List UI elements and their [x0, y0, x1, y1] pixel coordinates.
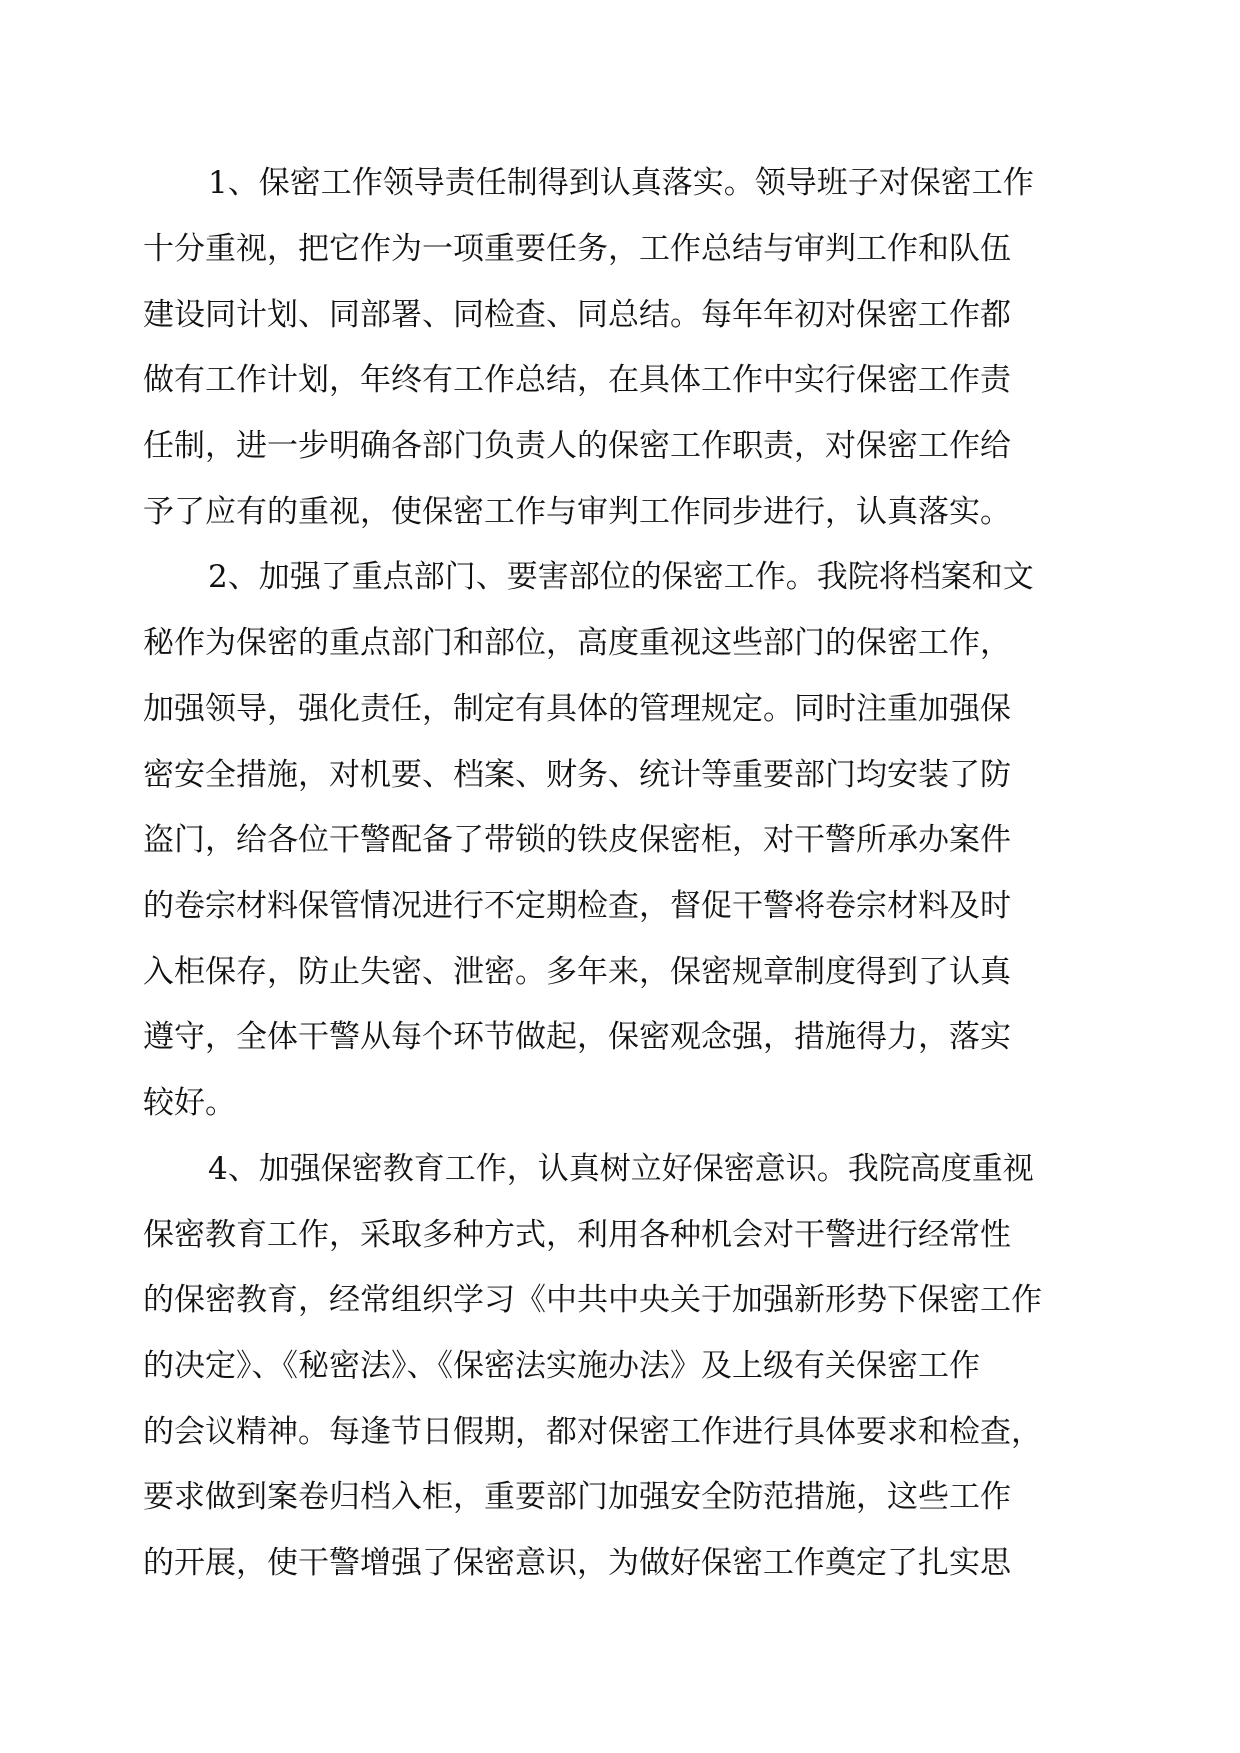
text-line-2: 十分重视，把它作为一项重要任务，工作总结与审判工作和队伍 — [143, 231, 1011, 267]
text-line-15: 较好。 — [143, 1085, 236, 1121]
text-line-6: 予了应有的重视，使保密工作与审判工作同步进行，认真落实。 — [143, 494, 1011, 530]
text-line-19: 的决定》、《秘密法》、《保密法实施办法》及上级有关保密工作 — [143, 1348, 980, 1384]
text-line-5: 任制，进一步明确各部门负责人的保密工作职责，对保密工作给 — [143, 428, 1011, 464]
text-line-4: 做有工作计划，年终有工作总结，在具体工作中实行保密工作责 — [143, 362, 1011, 398]
text-line-18: 的保密教育，经常组织学习《中共中央关于加强新形势下保密工作 — [143, 1282, 1042, 1318]
text-line-13: 入柜保存，防止失密、泄密。多年来，保密规章制度得到了认真 — [143, 954, 1011, 990]
text-line-3: 建设同计划、同部署、同检查、同总结。每年年初对保密工作都 — [143, 297, 1011, 333]
text-line-8: 秘作为保密的重点部门和部位，高度重视这些部门的保密工作， — [143, 625, 1011, 661]
text-line-14: 遵守，全体干警从每个环节做起，保密观念强，措施得力，落实 — [143, 1019, 1011, 1055]
text-line-1: 1、保密工作领导责任制得到认真落实。领导班子对保密工作 — [208, 165, 1034, 201]
text-line-21: 要求做到案卷归档入柜，重要部门加强安全防范措施，这些工作 — [143, 1479, 1011, 1515]
text-line-20: 的会议精神。每逢节日假期，都对保密工作进行具体要求和检查， — [143, 1414, 1042, 1450]
text-line-10: 密安全措施，对机要、档案、财务、统计等重要部门均安装了防 — [143, 757, 1011, 793]
text-line-12: 的卷宗材料保管情况进行不定期检查，督促干警将卷宗材料及时 — [143, 888, 1011, 924]
text-line-22: 的开展，使干警增强了保密意识，为做好保密工作奠定了扎实思 — [143, 1545, 1011, 1581]
text-line-16: 4、加强保密教育工作，认真树立好保密意识。我院高度重视 — [208, 1151, 1034, 1187]
text-line-9: 加强领导，强化责任，制定有具体的管理规定。同时注重加强保 — [143, 691, 1011, 727]
text-line-7: 2、加强了重点部门、要害部位的保密工作。我院将档案和文 — [208, 559, 1034, 595]
text-line-17: 保密教育工作，采取多种方式，利用各种机会对干警进行经常性 — [143, 1217, 1011, 1253]
text-line-11: 盗门，给各位干警配备了带锁的铁皮保密柜，对干警所承办案件 — [143, 822, 1011, 858]
